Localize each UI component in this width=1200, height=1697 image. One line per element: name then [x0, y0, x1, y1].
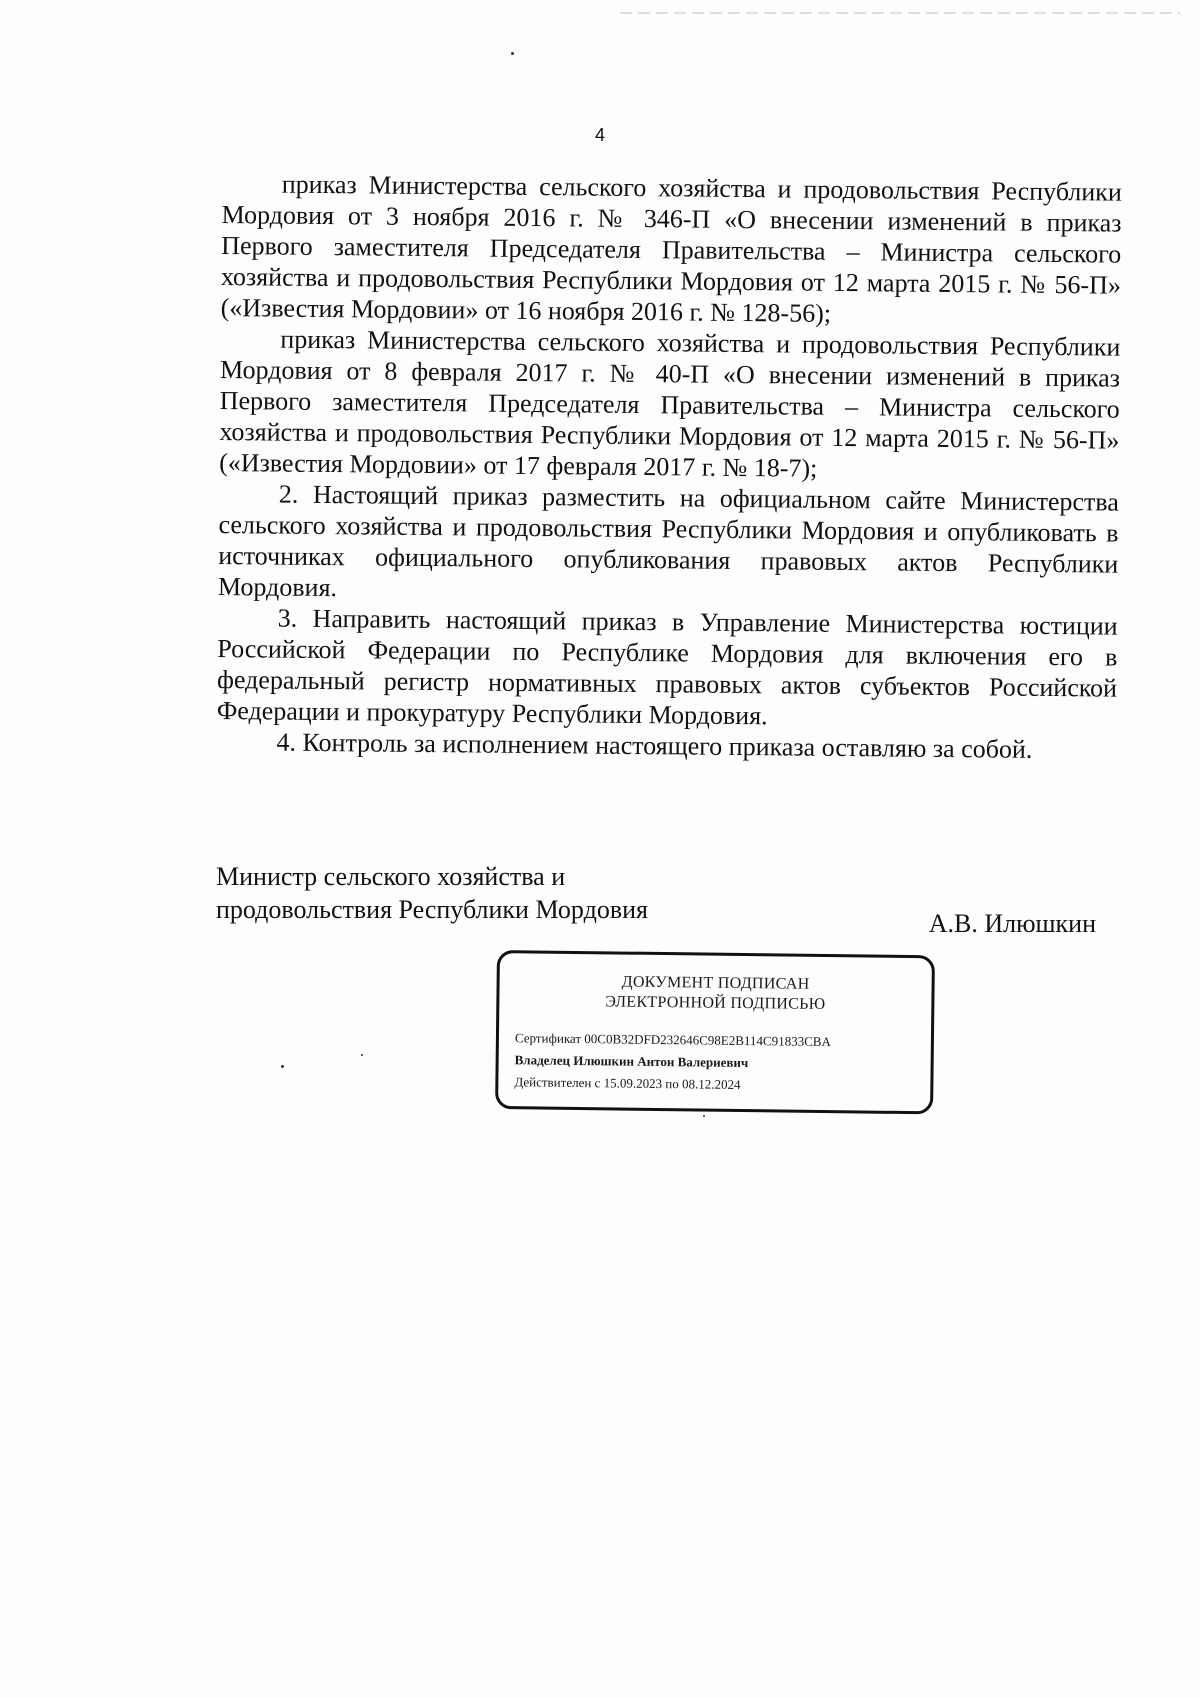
- signatory-title-line1: Министр сельского хозяйства и: [216, 862, 566, 891]
- signatory-name: А.В. Илюшкин: [928, 909, 1096, 938]
- signature-block: [216, 860, 1096, 938]
- page-number: 4: [594, 125, 605, 145]
- stamp-validity: Действителен с 15.09.2023 по 08.12.2024: [514, 1074, 741, 1092]
- scan-speck: [281, 1065, 284, 1068]
- paragraph-order-40: приказ Министерства сельского хозяйства и продовольствия Республики Мордовия от 8 февраля 2017 г. № 40-П «О внесении изменений в приказ Первого заместителя Председателя Правительства – Министра сельского хозяйства и продовольствия Республики Мордовия от 12 марта 2015 г. № 56-П» («Известия Мордовии» от 17 февраля 2017 г. № 18-7);: [219, 324, 1121, 483]
- scan-artifact-line: [620, 12, 1180, 14]
- stamp-header-line2: ЭЛЕКТРОННОЙ ПОДПИСЬЮ: [605, 993, 826, 1014]
- scan-speck: [511, 52, 514, 55]
- document-body: [216, 168, 1122, 766]
- stamp-details: [514, 1027, 923, 1098]
- stamp-header: [499, 971, 931, 1016]
- paragraph-order-346: приказ Министерства сельского хозяйства и продовольствия Республики Мордовия от 3 ноября 2016 г. № 346-П «О внесении изменений в приказ Первого заместителя Председателя Правительства – Министра сельского хозяйства и продовольствия Республики Мордовия от 12 марта 2015 г. № 56-П» («Известия Мордовии» от 16 ноября 2016 г. № 128-56);: [220, 169, 1122, 328]
- scan-speck: [361, 1054, 363, 1056]
- stamp-owner: Владелец Илюшкин Антон Валериевич: [514, 1052, 749, 1071]
- stamp-header-line1: ДОКУМЕНТ ПОДПИСАН: [621, 973, 810, 993]
- scan-speck: [703, 1115, 705, 1117]
- stamp-certificate: Сертификат 00C0B32DFD232646C98E2B114C91833CBA: [514, 1030, 831, 1050]
- paragraph-item-2: 2. Настоящий приказ разместить на официальном сайте Министерства сельского хозяйства и продовольствия Республики Мордовия и опубликовать в источниках официального опубликования правовых актов Республики Мордовия.: [217, 479, 1119, 603]
- electronic-signature-stamp: [495, 950, 935, 1114]
- paragraph-item-3: 3. Направить настоящий приказ в Управление Министерства юстиции Российской Федерации по Республике Мордовия для включения его в федеральный регистр нормативных правовых актов субъектов Российской Федерации и прокуратуру Республики Мордовия.: [216, 603, 1118, 731]
- signatory-title-line2: продовольствия Республики Мордовия: [216, 895, 648, 924]
- paragraph-item-4: 4. Контроль за исполнением настоящего приказа оставляю за собой.: [276, 727, 1033, 764]
